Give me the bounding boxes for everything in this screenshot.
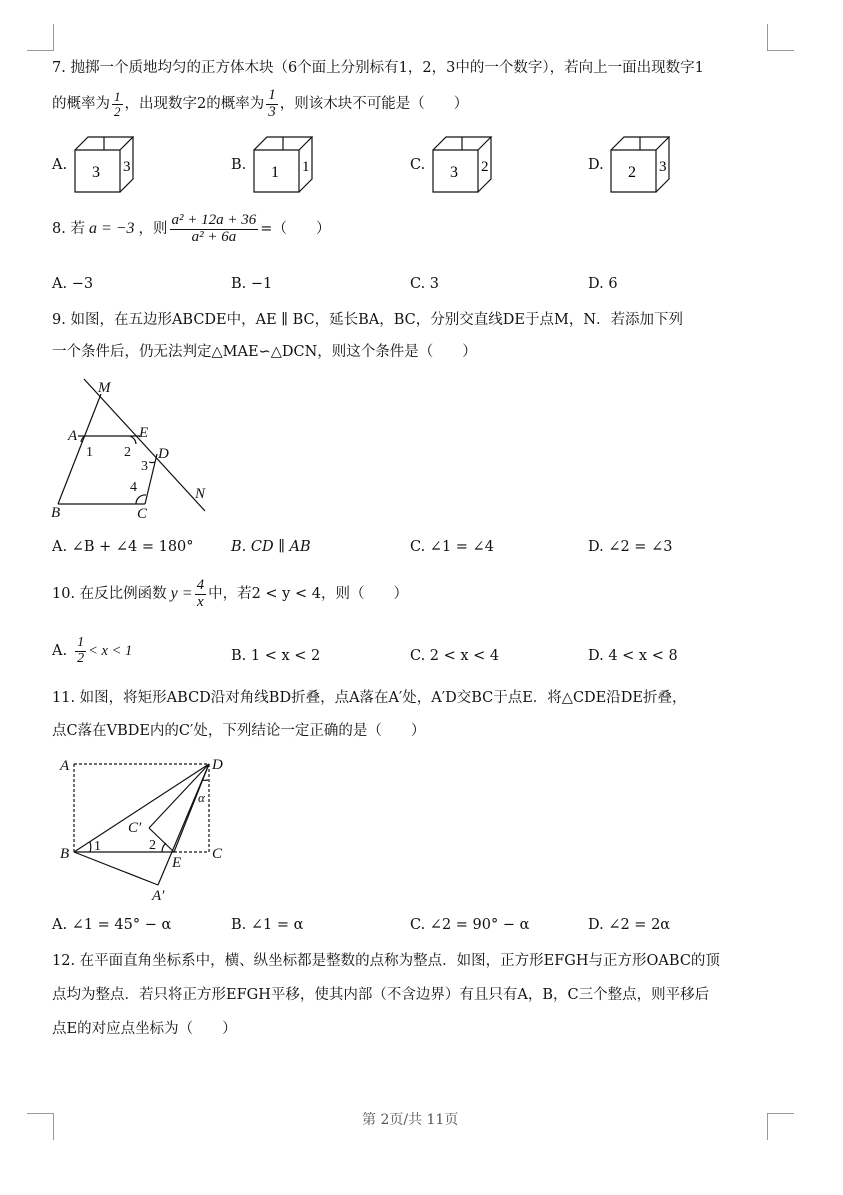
q7-option-b-cube[interactable] [251,134,317,194]
q7-option-c-label[interactable]: C. [410,157,426,173]
q11-label-b: B [60,846,70,862]
q7-text-c: ，则该木块不可能是（ ） [279,96,469,113]
q11-option-d[interactable]: D. ∠2 = 2α [588,917,671,933]
cube-front-number: 2 [628,164,636,181]
q10-option-b[interactable]: B. 1 < x < 2 [231,648,321,664]
q11-label-e: E [172,855,182,871]
q12-line1: 12. 在平面直角坐标系中，横、纵坐标都是整数的点称为整点．如图，正方形EFGH与正方形OABC的顶 [52,953,720,969]
q10-stem [52,578,408,611]
q11-segment-de [174,764,209,852]
q11-angle1-label: 1 [94,839,101,854]
q10-option-a-rest: < x < 1 [88,642,133,659]
q9-label-n: N [195,486,206,502]
q11-label-a: A [60,758,70,774]
q11-label-alpha: α [198,790,205,805]
q8-stem [52,213,330,246]
q7-line1: 7. 抛掷一个质地均匀的正方体木块（6个面上分别标有1，2，3中的一个数字），若向上一面出现数字1 [52,60,704,76]
q8-prefix: 8. 若 [52,221,85,238]
q7-line2 [52,88,468,121]
corner-mark-bottom-left [27,1113,54,1140]
q11-label-d: D [212,757,223,773]
q11-option-a[interactable]: A. ∠1 = 45° − α [52,917,172,933]
q11-angle1-arc [90,842,91,852]
q10-prefix: 10. 在反比例函数 [52,586,167,603]
q8-option-d[interactable]: D. 6 [588,276,618,292]
q9-label-b: B [51,505,61,521]
q10-suffix: 中，若2 < y < 4，则（ ） [208,586,408,603]
q10-option-a-label: A. [52,643,68,660]
corner-mark-top-right [767,24,794,51]
q8-option-c[interactable]: C. 3 [410,276,440,292]
q11-segment-ba [74,852,158,885]
q9-figure [48,374,218,522]
q9-label-d: D [158,446,169,462]
q10-option-c[interactable]: C. 2 < x < 4 [410,648,500,664]
q11-line1: 11. 如图，将矩形ABCD沿对角线BD折叠，点A落在A′处，A′D交BC于点E．将△CDE沿DE折叠， [52,690,687,706]
corner-mark-top-left [27,24,54,51]
q9-label-m: M [98,380,111,396]
q10-option-a-fraction [75,636,86,666]
q9-label-e: E [139,425,149,441]
q9-line-bm [58,394,101,504]
q8-option-b[interactable]: B. −1 [231,276,273,292]
q9-angle3-label: 3 [141,459,148,474]
q11-angle2-label: 2 [149,838,156,853]
q9-option-b[interactable]: B. CD ∥ AB [231,539,311,555]
cube-side-number: 1 [302,159,310,175]
q12-line3: 点E的对应点坐标为（ ） [52,1021,237,1037]
q7-frac2-den: 3 [268,103,276,120]
cube-front-number: 3 [450,164,458,181]
q7-text-b: ，出现数字2的概率为 [124,96,265,113]
q10-option-a[interactable] [52,636,132,666]
q11-label-a-prime: A′ [152,888,165,902]
q9-angle3-arc [149,462,155,463]
q8-suffix: =（ ） [260,221,331,238]
q9-option-d[interactable]: D. ∠2 = ∠3 [588,539,673,555]
page-number: 第 2页/共 11页 [362,1112,459,1128]
q10-fraction [195,578,207,611]
q7-option-a-label[interactable]: A. [52,157,68,173]
cube-side-number: 3 [123,159,131,175]
q10-option-d[interactable]: D. 4 < x < 8 [588,648,678,664]
q9-option-a[interactable]: A. ∠B + ∠4 = 180° [52,539,194,555]
q8-numerator: a² + 12a + 36 [171,212,257,228]
cube-side-number: 2 [481,159,489,175]
q11-label-c: C [212,846,223,862]
q7-frac2-num: 1 [268,87,276,103]
q10-opt-a-num: 1 [77,635,85,650]
q9-option-c[interactable]: C. ∠1 = ∠4 [410,539,494,555]
q9-label-a: A [68,428,78,444]
q9-angle1-label: 1 [86,445,93,460]
cube-front-number: 1 [271,164,279,181]
cube-front-number: 3 [92,164,100,181]
q9-angle2-arc [130,436,136,444]
q9-angle2-label: 2 [124,445,131,460]
q11-option-c[interactable]: C. ∠2 = 90° − α [410,917,530,933]
q11-line2: 点C落在VBDE内的C′处，下列结论一定正确的是（ ） [52,723,426,739]
q9-line-mn [84,379,205,511]
q8-option-a[interactable]: A. −3 [52,276,94,292]
q8-denominator: a² + 6a [191,228,237,245]
q9-label-c: C [137,506,148,522]
q11-option-b[interactable]: B. ∠1 = α [231,917,304,933]
q7-frac1-num: 1 [114,89,121,105]
q8-condition: a = −3 [88,220,135,238]
q7-frac1-den: 2 [114,103,121,119]
q7-option-b-label[interactable]: B. [231,157,247,173]
q9-angle4-label: 4 [130,480,137,495]
q7-text-a: 的概率为 [52,96,110,113]
q10-frac-num: 4 [196,577,205,593]
q7-option-d-label[interactable]: D. [588,157,604,173]
q10-opt-a-den: 2 [77,650,85,666]
q8-mid: ，则 [138,221,168,238]
q12-line2: 点均为整点．若只将正方形EFGH平移，使其内部（不含边界）有且只有A，B，C三个整点，则平移后 [52,987,710,1003]
q10-frac-den: x [196,593,204,610]
q11-angle2-arc [162,843,166,852]
q7-fraction-half [112,90,123,118]
q7-option-c-cube[interactable] [430,134,496,194]
q8-fraction [170,213,259,246]
corner-mark-bottom-right [767,1113,794,1140]
cube-side-number: 3 [659,159,667,175]
q7-option-d-cube[interactable] [608,134,674,194]
q9-line2: 一个条件后，仍无法判定△MAE∽△DCN，则这个条件是（ ） [52,344,477,360]
q9-line1: 9. 如图，在五边形ABCDE中，AE ∥ BC，延长BA，BC，分别交直线DE于点M，N．若添加下列 [52,312,684,328]
q7-fraction-third [266,88,278,121]
q9-angle4-arc [136,495,146,504]
q10-func-y: y = [170,585,193,603]
q11-figure [52,752,232,902]
q11-label-c-prime: C′ [128,820,142,836]
q7-option-a-cube[interactable] [72,134,138,194]
